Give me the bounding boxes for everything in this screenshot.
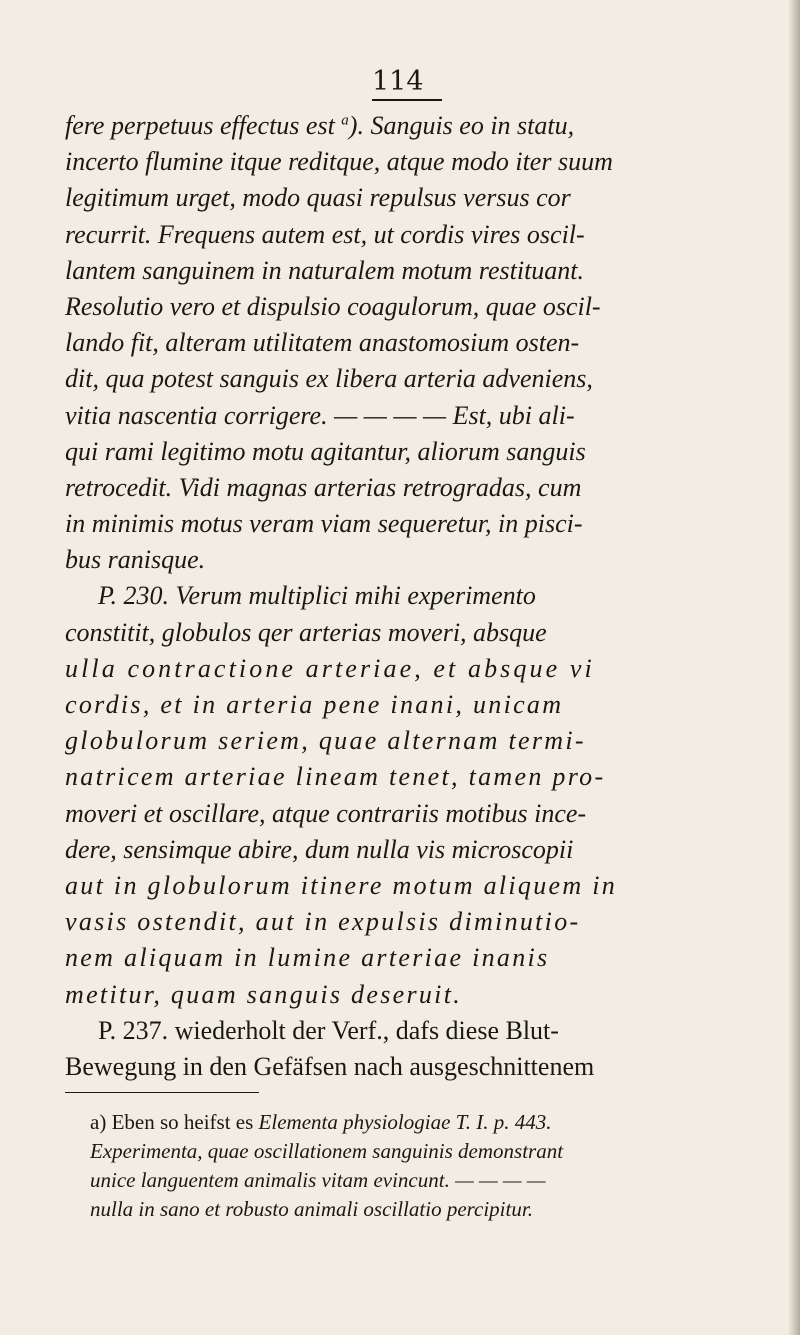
page-number: 114 bbox=[372, 66, 442, 101]
footnote-rule bbox=[65, 1092, 259, 1093]
paragraph-start-line: P. 237. wiederholt der Verf., dafs diese Blut- bbox=[98, 1015, 559, 1045]
main-text bbox=[65, 108, 775, 1085]
footnote-marker: a bbox=[341, 112, 349, 129]
spaced-text-line: cordis, et in arteria pene inani, unicam bbox=[65, 690, 564, 719]
footnote-intro: a) Eben so heifst es bbox=[90, 1110, 254, 1134]
text-line: constitit, globulos qer arterias moveri, absque bbox=[65, 617, 547, 647]
footnote-line: unice languentem animalis vitam evincunt. — — — — bbox=[90, 1168, 546, 1192]
text-line: recurrit. Frequens autem est, ut cordis vires oscil- bbox=[65, 219, 585, 249]
text-line bbox=[65, 108, 775, 144]
text-line: lando fit, alteram utilitatem anastomosium osten- bbox=[65, 328, 580, 358]
text-line: incerto flumine itque reditque, atque modo iter suum bbox=[65, 147, 613, 177]
spaced-text-line: vasis ostendit, aut in expulsis diminutio- bbox=[65, 907, 581, 937]
text-line-1-tail: ). Sanguis eo in statu, bbox=[348, 111, 575, 140]
text-line: Resolutio vero et dispulsio coagulorum, quae oscil- bbox=[65, 291, 601, 321]
paragraph-start-line: P. 230. Verum multiplici mihi experimento bbox=[98, 581, 536, 611]
text-line: Bewegung in den Gefäfsen nach ausgeschnittenem bbox=[65, 1051, 595, 1081]
spaced-text-line: natricem arteriae lineam tenet, tamen pro- bbox=[65, 762, 606, 792]
spaced-text-line: globulorum seriem, quae alternam termi- bbox=[65, 726, 586, 756]
footnote-citation: Elementa physiologiae T. I. p. 443. bbox=[258, 1110, 552, 1134]
text-line: bus ranisque. bbox=[65, 545, 206, 575]
text-line: dere, sensimque abire, dum nulla vis microscopii bbox=[65, 834, 574, 864]
text-line: dit, qua potest sanguis ex libera arteria adveniens, bbox=[65, 364, 593, 394]
footnote-block bbox=[90, 1108, 780, 1224]
text-line: qui rami legitimo motu agitantur, aliorum sanguis bbox=[65, 436, 586, 466]
footnote-line: nulla in sano et robusto animali oscillatio percipitur. bbox=[90, 1197, 533, 1221]
text-line: moveri et oscillare, atque contrariis motibus ince- bbox=[65, 798, 587, 828]
text-line: in minimis motus veram viam sequeretur, in pisci- bbox=[65, 509, 583, 539]
page-edge-shadow bbox=[788, 0, 800, 1335]
text-line: retrocedit. Vidi magnas arterias retrogradas, cum bbox=[65, 472, 582, 502]
spaced-text-line: metitur, quam sanguis deseruit. bbox=[65, 979, 463, 1009]
text-line: lantem sanguinem in naturalem motum restituant. bbox=[65, 255, 585, 285]
footnote-line: Experimenta, quae oscillationem sanguinis demonstrant bbox=[90, 1139, 564, 1163]
spaced-text-line: ulla contractione arteriae, et absque vi bbox=[65, 653, 595, 683]
spaced-text-line: nem aliquam in lumine arteriae inanis bbox=[65, 943, 550, 973]
text-line: legitimum urget, modo quasi repulsus versus cor bbox=[65, 183, 571, 213]
spaced-text-line: aut in globulorum itinere motum aliquem in bbox=[65, 870, 618, 900]
footnote-line bbox=[90, 1108, 780, 1137]
text-line-1: fere perpetuus effectus est bbox=[65, 111, 335, 140]
text-line: vitia nascentia corrigere. — — — — Est, ubi ali- bbox=[65, 400, 575, 430]
